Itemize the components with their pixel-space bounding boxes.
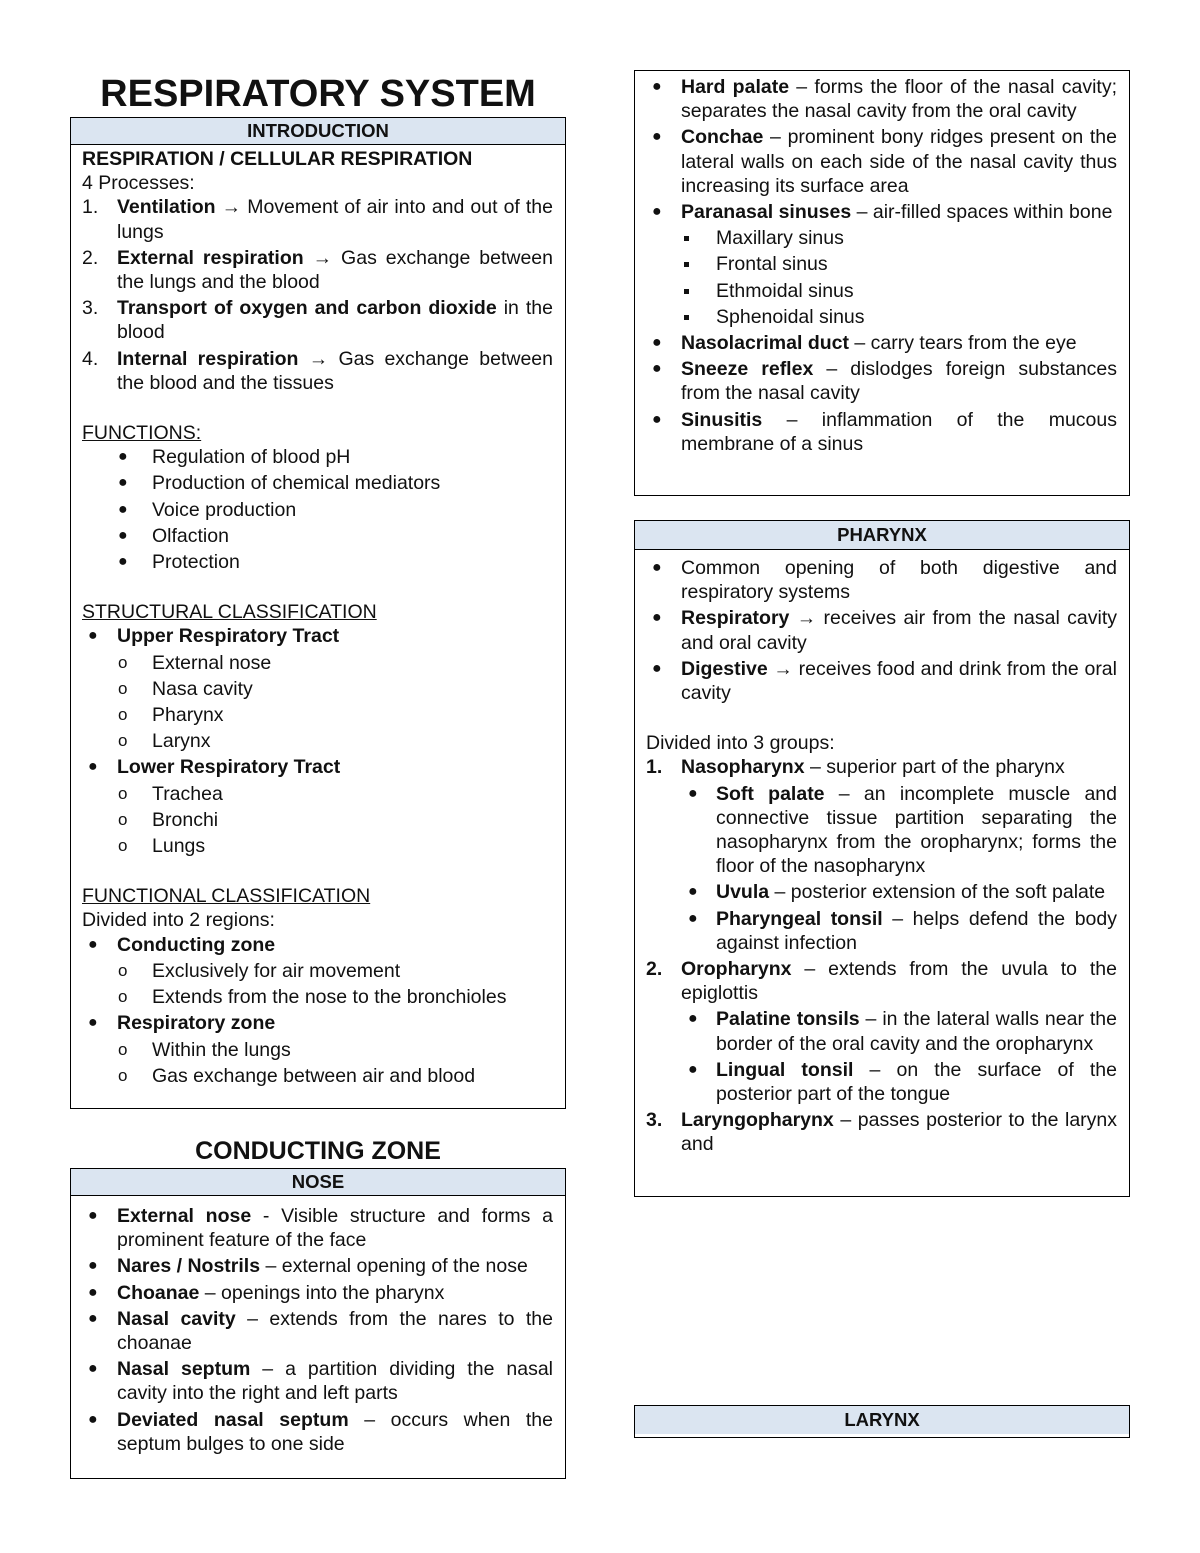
nose-cont-item: ● Hard palate – forms the floor of the nasal cavity; separates the nasal cavity from the oral cavity xyxy=(652,76,1117,123)
circle-bullet-icon: o xyxy=(118,1039,128,1059)
nose-cont-item: ● Sinusitis – inflammation of the mucous membrane of a sinus xyxy=(652,408,1117,455)
process-item: 4. Internal respiration → Gas exchange between the blood and the tissues xyxy=(82,347,553,394)
process-item: 1. Ventilation → Movement of air into and out of the lungs xyxy=(82,196,553,243)
bullet-icon: ● xyxy=(118,448,128,466)
bullet-icon: ● xyxy=(688,883,698,901)
square-bullet-icon xyxy=(684,315,689,320)
upper-sub-item: o Larynx xyxy=(118,730,211,753)
process-item: 2. External respiration → Gas exchange between the lungs and the blood xyxy=(82,246,553,294)
respiratory-sub-item: o Within the lungs xyxy=(118,1038,291,1061)
square-bullet-icon xyxy=(684,262,689,267)
bullet-icon: ● xyxy=(652,360,662,378)
functional-label: FUNCTIONAL CLASSIFICATION xyxy=(82,885,371,908)
pharynx-header: PHARYNX xyxy=(635,521,1129,550)
conducting-zone-title: CONDUCTING ZONE xyxy=(195,1137,441,1165)
bullet-icon: ● xyxy=(88,1257,98,1275)
bullet-icon: ● xyxy=(88,935,98,953)
function-item: ● Olfaction xyxy=(118,524,229,547)
sinus-item: Frontal sinus xyxy=(646,252,1117,276)
nose-cont-item: ● Nasolacrimal duct – carry tears from the eye xyxy=(652,332,1077,355)
bullet-icon: ● xyxy=(88,1014,98,1032)
square-bullet-icon xyxy=(684,289,689,294)
bullet-icon: ● xyxy=(688,1060,698,1078)
pharynx-item: ● Respiratory → receives air from the nasal cavity and oral cavity xyxy=(652,607,1117,654)
functional-list xyxy=(82,933,553,1088)
sinus-item: Maxillary sinus xyxy=(646,226,1117,250)
function-item: ● Voice production xyxy=(118,498,297,521)
group-sub-item: ● Pharyngeal tonsil – helps defend the body against infection xyxy=(688,907,1117,954)
nose-item: ● Deviated nasal septum – occurs when the septum bulges to one side xyxy=(88,1408,553,1455)
circle-bullet-icon: o xyxy=(118,705,128,725)
nose-item: ● Choanae – openings into the pharynx xyxy=(88,1281,445,1304)
processes-list xyxy=(82,195,553,395)
group-item: 1. Nasopharynx – superior part of the pharynx xyxy=(646,756,1065,779)
introduction-header: INTRODUCTION xyxy=(71,118,565,145)
lower-sub-item: o Lungs xyxy=(118,835,206,858)
structural-list xyxy=(82,624,553,858)
nose-list xyxy=(82,1204,553,1456)
nose-cont-item: ● Conchae – prominent bony ridges present on the lateral walls on each side of the nasal cavity thus increasing its surface area xyxy=(652,126,1117,197)
bullet-icon: ● xyxy=(652,78,662,95)
circle-bullet-icon: o xyxy=(118,652,128,672)
sinus-item: Ethmoidal sinus xyxy=(646,279,1117,303)
bullet-icon: ● xyxy=(88,1207,98,1224)
circle-bullet-icon: o xyxy=(118,731,128,751)
group-item: 2. Oropharynx – extends from the uvula to the epiglottis xyxy=(646,958,1117,1005)
bullet-icon: ● xyxy=(652,203,662,221)
bullet-icon: ● xyxy=(688,1010,698,1028)
page-title: RESPIRATORY SYSTEM xyxy=(100,73,536,115)
bullet-icon: ● xyxy=(118,526,128,544)
group-sub-item: ● Uvula – posterior extension of the soft palate xyxy=(688,881,1106,904)
function-item: ● Production of chemical mediators xyxy=(118,472,441,495)
nose-continued-list xyxy=(646,75,1117,456)
conducting-zone-item: ● Conducting zone xyxy=(88,933,276,956)
pharynx-item: ● Common opening of both digestive and respiratory systems xyxy=(652,557,1117,604)
bullet-icon: ● xyxy=(118,553,128,571)
circle-bullet-icon: o xyxy=(118,783,128,803)
bullet-icon: ● xyxy=(652,559,662,576)
group-item: 3. Laryngopharynx – passes posterior to the larynx and xyxy=(646,1109,1117,1156)
pharynx-list xyxy=(646,556,1117,705)
respiratory-sub-item: o Gas exchange between air and blood xyxy=(118,1064,476,1087)
nose-item: ● Nares / Nostrils – external opening of the nose xyxy=(88,1255,528,1278)
nose-item: ● Nasal cavity – extends from the nares to the choanae xyxy=(88,1307,553,1355)
bullet-icon: ● xyxy=(118,500,128,518)
upper-sub-item: o Pharynx xyxy=(118,704,224,727)
nose-header: NOSE xyxy=(71,1169,565,1196)
lower-tract-item: ● Lower Respiratory Tract xyxy=(88,756,341,779)
conducting-sub-item: o Exclusively for air movement xyxy=(118,959,401,982)
upper-sub-item: o External nose xyxy=(118,651,272,674)
bullet-icon: ● xyxy=(652,659,662,677)
groups-list xyxy=(646,755,1117,1156)
nose-item: ● Nasal septum – a partition dividing the nasal cavity into the right and left parts xyxy=(88,1358,553,1405)
sinus-item: Sphenoidal sinus xyxy=(646,305,1117,329)
function-item: ● Regulation of blood pH xyxy=(118,446,351,469)
larynx-box xyxy=(634,1405,1130,1438)
bullet-icon: ● xyxy=(88,627,98,645)
introduction-body xyxy=(71,145,565,1094)
square-bullet-icon xyxy=(684,236,689,241)
processes-label: 4 Processes: xyxy=(82,172,195,195)
nose-cont-item: ● Sneeze reflex – dislodges foreign substances from the nasal cavity xyxy=(652,358,1118,405)
bullet-icon: ● xyxy=(88,1410,98,1428)
bullet-icon: ● xyxy=(118,474,128,492)
respiratory-zone-item: ● Respiratory zone xyxy=(88,1012,276,1035)
pharynx-body xyxy=(635,550,1129,1163)
bullet-icon: ● xyxy=(88,1309,98,1327)
group-sub-item: ● Soft palate – an incomplete muscle and connective tissue partition separating the nasopharynx from the oropharynx; forms the floor of the nasopharynx xyxy=(688,782,1117,878)
bullet-icon: ● xyxy=(652,410,662,428)
lower-sub-item: o Trachea xyxy=(118,782,223,805)
bullet-icon: ● xyxy=(88,1360,98,1378)
bullet-icon: ● xyxy=(652,128,662,146)
functions-list xyxy=(82,445,553,574)
function-item: ● Protection xyxy=(118,551,240,574)
group-sub-item: ● Palatine tonsils – in the lateral walls near the border of the oral cavity and the oropharynx xyxy=(688,1008,1117,1055)
pharynx-item: ● Digestive → receives food and drink from the oral cavity xyxy=(652,657,1117,705)
regions-label: Divided into 2 regions: xyxy=(82,909,275,932)
bullet-icon: ● xyxy=(88,1283,98,1301)
nose-continued-box xyxy=(634,70,1130,496)
circle-bullet-icon: o xyxy=(118,678,128,698)
groups-label: Divided into 3 groups: xyxy=(646,732,835,755)
bullet-icon: ● xyxy=(652,334,662,352)
circle-bullet-icon: o xyxy=(118,1065,128,1085)
introduction-box xyxy=(70,117,566,1109)
upper-tract-item: ● Upper Respiratory Tract xyxy=(88,625,340,648)
circle-bullet-icon: o xyxy=(118,836,128,856)
functions-label: FUNCTIONS: xyxy=(82,422,202,445)
circle-bullet-icon: o xyxy=(118,960,128,980)
bullet-icon: ● xyxy=(652,609,662,627)
bullet-icon: ● xyxy=(688,909,698,927)
upper-sub-item: o Nasa cavity xyxy=(118,677,253,700)
bullet-icon: ● xyxy=(88,758,98,776)
respiration-heading: RESPIRATION / CELLULAR RESPIRATION xyxy=(82,148,473,170)
circle-bullet-icon: o xyxy=(118,809,128,829)
conducting-sub-item: o Extends from the nose to the bronchioles xyxy=(118,986,507,1009)
group-sub-item: ● Lingual tonsil – on the surface of the posterior part of the tongue xyxy=(688,1058,1118,1106)
nose-continued-body xyxy=(635,71,1129,462)
pharynx-box xyxy=(634,520,1130,1197)
nose-box xyxy=(70,1168,566,1479)
bullet-icon: ● xyxy=(688,784,698,802)
larynx-header: LARYNX xyxy=(635,1406,1129,1434)
nose-item: ● External nose - Visible structure and forms a prominent feature of the face xyxy=(88,1205,553,1252)
structural-label: STRUCTURAL CLASSIFICATION xyxy=(82,601,377,624)
process-item: 3. Transport of oxygen and carbon dioxide in the blood xyxy=(82,297,554,344)
circle-bullet-icon: o xyxy=(118,987,128,1007)
nose-body xyxy=(71,1196,565,1462)
nose-cont-item: ● Paranasal sinuses – air-filled spaces within bone xyxy=(652,201,1113,224)
lower-sub-item: o Bronchi xyxy=(118,808,219,831)
